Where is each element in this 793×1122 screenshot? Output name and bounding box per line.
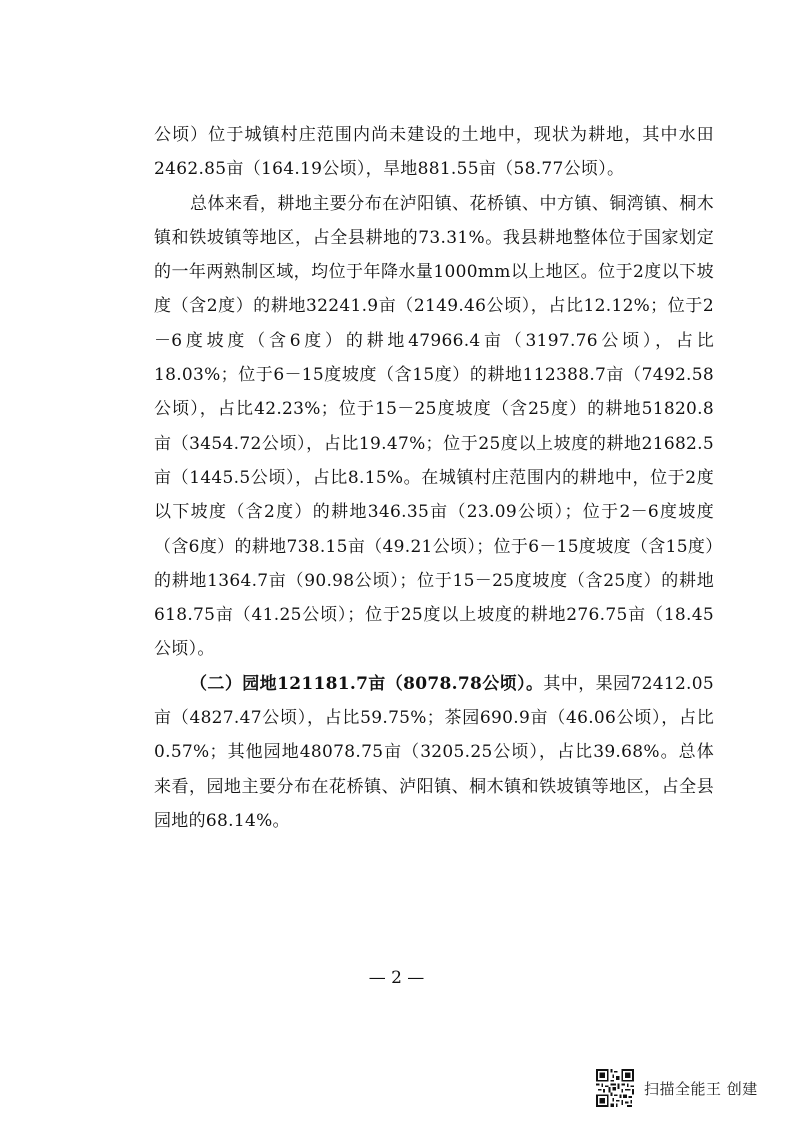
paragraph-text: 公顷）位于城镇村庄范围内尚未建设的土地中，现状为耕地，其中水田2462.85亩（164.19公顷），旱地881.55亩（58.77公顷）。 bbox=[154, 125, 714, 180]
document-body bbox=[154, 118, 714, 838]
page-number: — 2 — bbox=[368, 968, 425, 988]
paragraph-text: 总体来看，耕地主要分布在泸阳镇、花桥镇、中方镇、铜湾镇、桐木镇和铁坡镇等地区，占全县耕地的73.31%。我县耕地整体位于国家划定的一年两熟制区域，均位于年降水量1000mm以上地区。位于2度以下坡度（含2度）的耕地32241.9亩（2149.46公顷），占比12.12%；位于2－6度坡度（含6度）的耕地47966.4亩（3197.76公顷），占比18.03%；位于6－15度坡度（含15度）的耕地112388.7亩（7492.58公顷），占比42.23%；位于15－25度坡度（含25度）的耕地51820.8亩（3454.72公顷），占比19.47%；位于25度以上坡度的耕地21682.5亩（1445.5公顷），占比8.15%。在城镇村庄范围内的耕地中，位于2度以下坡度（含2度）的耕地346.35亩（23.09公顷）；位于2－6度坡度（含6度）的耕地738.15亩（49.21公顷）；位于6－15度坡度（含15度）的耕地1364.7亩（90.98公顷）；位于15－25度坡度（含25度）的耕地618.75亩（41.25公顷）；位于25度以上坡度的耕地276.75亩（18.45公顷）。 bbox=[154, 193, 714, 660]
watermark-label: 扫描全能王 创建 bbox=[644, 1079, 758, 1098]
qr-code-icon bbox=[596, 1069, 634, 1107]
paragraph-garden-land bbox=[154, 667, 714, 838]
paragraph-farmland-distribution bbox=[154, 187, 714, 667]
section-heading: （二）园地121181.7亩（8078.78公顷）。 bbox=[190, 673, 544, 694]
paragraph-continuation bbox=[154, 118, 714, 187]
scanner-watermark bbox=[596, 1068, 758, 1108]
paragraph-text: 其中，果园72412.05亩（4827.47公顷），占比59.75%；茶园690.9亩（46.06公顷），占比0.57%；其他园地48078.75亩（3205.25公顷），占比39.68%。总体来看，园地主要分布在花桥镇、泸阳镇、桐木镇和铁坡镇等地区，占全县园地的68.14%。 bbox=[154, 673, 714, 831]
